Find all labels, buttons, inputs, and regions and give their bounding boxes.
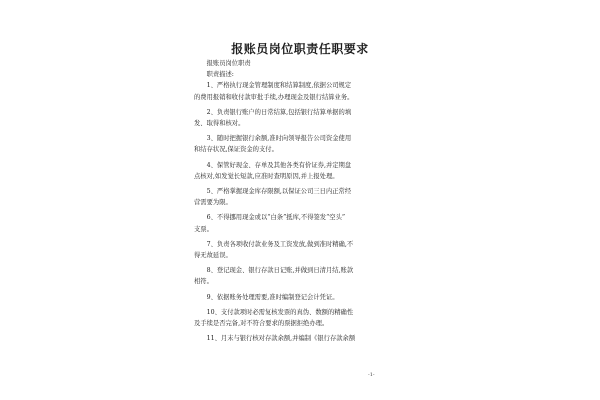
body-line-2-first: 2、负责银行账户的日常结算,包括银行结算单据的填 <box>206 108 352 116</box>
page-number: -1- <box>368 372 375 378</box>
body-line-10-cont: 及手续是否完备,对不符合要求的票据拒绝办理。 <box>194 320 329 328</box>
body-line-1-cont: 的费用报销和收付款审批手续,办理现金及银行结算业务。 <box>194 93 354 101</box>
document-title: 报账员岗位职责任职要求 <box>231 42 369 56</box>
body-line-6-cont: 支票。 <box>194 225 213 233</box>
body-line-8-first: 8、登记现金、银行存款日记账,并做到日清月结,账款 <box>206 267 354 275</box>
body-line-10-first: 10、支付款项时必需复核发票的真伪、数额的精确性 <box>206 308 354 316</box>
body-line-7-cont: 得无故延误。 <box>194 252 232 260</box>
document-body <box>194 58 406 344</box>
body-line-6-first: 6、不得挪用现金或以“白条”抵库,不得签发“空头” <box>206 214 346 222</box>
body-line-9: 9、依据账务处理需要,准时编制登记会计凭证。 <box>206 293 339 301</box>
body-line-4-cont: 点核对,如发觉长短款,应准时查明原因,并上报处理。 <box>194 172 339 180</box>
body-line-2-cont: 发、取得和核对。 <box>194 120 245 128</box>
section-subtitle: 报账员岗位职责 <box>206 60 251 67</box>
body-line-1-first: 1、严格执行现金管理制度和结算制度,依据公司规定 <box>206 82 352 90</box>
description-label: 职责描述: <box>206 71 234 79</box>
body-line-4-first: 4、保管好现金、存单及其他各类有价证券,并定期盘 <box>206 161 352 169</box>
body-line-11-first: 11、月末与银行核对存款余额,并编制《银行存款余额 <box>206 335 356 343</box>
body-line-8-cont: 相符。 <box>194 278 213 286</box>
body-line-3-first: 3、随时把握银行余额,准时向领导报告公司资金使用 <box>206 135 352 143</box>
body-line-7-first: 7、负责各项收付款业务及工资发放,做到准时精确,不 <box>206 240 354 248</box>
body-line-3-cont: 和结存状况,保证资金的支付。 <box>194 146 278 154</box>
body-line-5-first: 5、严格掌握现金库存限额,以保证公司三日内正常经 <box>206 188 352 196</box>
body-line-5-cont: 营需要为限。 <box>194 199 232 207</box>
